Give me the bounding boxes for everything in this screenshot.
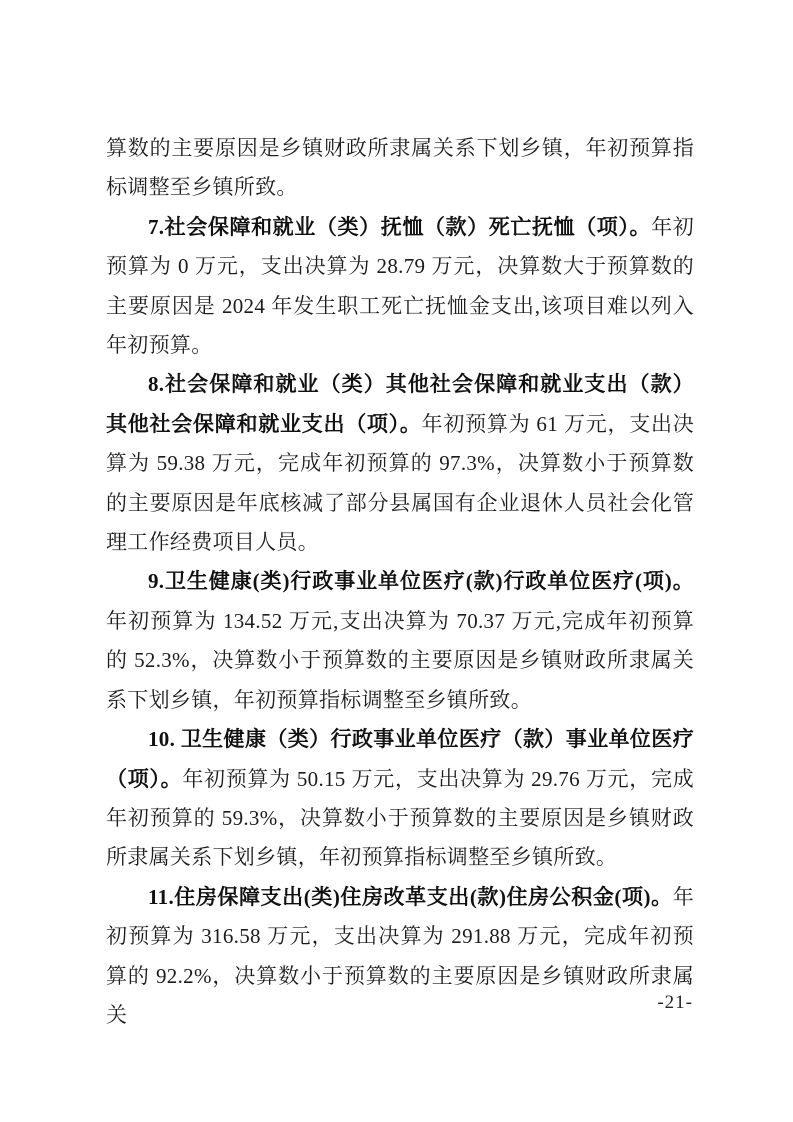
paragraph-heading: 11.住房保障支出(类)住房改革支出(款)住房公积金(项)。 bbox=[148, 884, 673, 909]
paragraph-item-7 bbox=[106, 208, 694, 366]
paragraph-text: 年初预算为 61 万元，支出决算为 59.38 万元，完成年初预算的 97.3%，决算数小于预算数的主要原因是年底核减了部分县属国有企业退休人员社会化管理工作经费项目人员。 bbox=[106, 411, 695, 555]
paragraph-heading: 9.卫生健康(类)行政事业单位医疗(款)行政单位医疗(项)。 bbox=[148, 569, 694, 594]
paragraph-text: 年初预算为 0 万元，支出决算为 28.79 万元，决算数大于预算数的主要原因是 2024 年发生职工死亡抚恤金支出,该项目难以列入年初预算。 bbox=[106, 214, 694, 358]
paragraph-heading: 8.社会保障和就业（类）其他社会保障和就业支出（款）其他社会保障和就业支出（项）。 bbox=[106, 372, 694, 436]
page-number: -21- bbox=[657, 992, 693, 1013]
paragraph-continuation bbox=[106, 129, 694, 208]
paragraph-text: 年初预算为 134.52 万元,支出决算为 70.37 万元,完成年初预算的 52.3%，决算数小于预算数的主要原因是乡镇财政所隶属关系下划乡镇，年初预算指标调整至乡镇所致。 bbox=[106, 608, 694, 712]
paragraph-item-9 bbox=[106, 562, 694, 720]
document-body bbox=[106, 129, 694, 1035]
paragraph-item-10 bbox=[106, 720, 694, 878]
paragraph-text: 算数的主要原因是乡镇财政所隶属关系下划乡镇，年初预算指标调整至乡镇所致。 bbox=[106, 136, 694, 200]
paragraph-heading: 10. 卫生健康（类）行政事业单位医疗（款）事业单位医疗（项）。 bbox=[106, 727, 694, 791]
paragraph-item-11 bbox=[106, 878, 694, 1036]
paragraph-text: 年初预算为 316.58 万元，支出决算为 291.88 万元，完成年初预算的 92.2%，决算数小于预算数的主要原因是乡镇财政所隶属关 bbox=[106, 884, 694, 1027]
paragraph-heading: 7.社会保障和就业（类）抚恤（款）死亡抚恤（项）。 bbox=[148, 214, 652, 239]
paragraph-text: 年初预算为 50.15 万元，支出决算为 29.76 万元，完成年初预算的 59.3%，决算数小于预算数的主要原因是乡镇财政所隶属关系下划乡镇，年初预算指标调整至乡镇所致。 bbox=[106, 766, 694, 870]
paragraph-item-8 bbox=[106, 365, 694, 562]
